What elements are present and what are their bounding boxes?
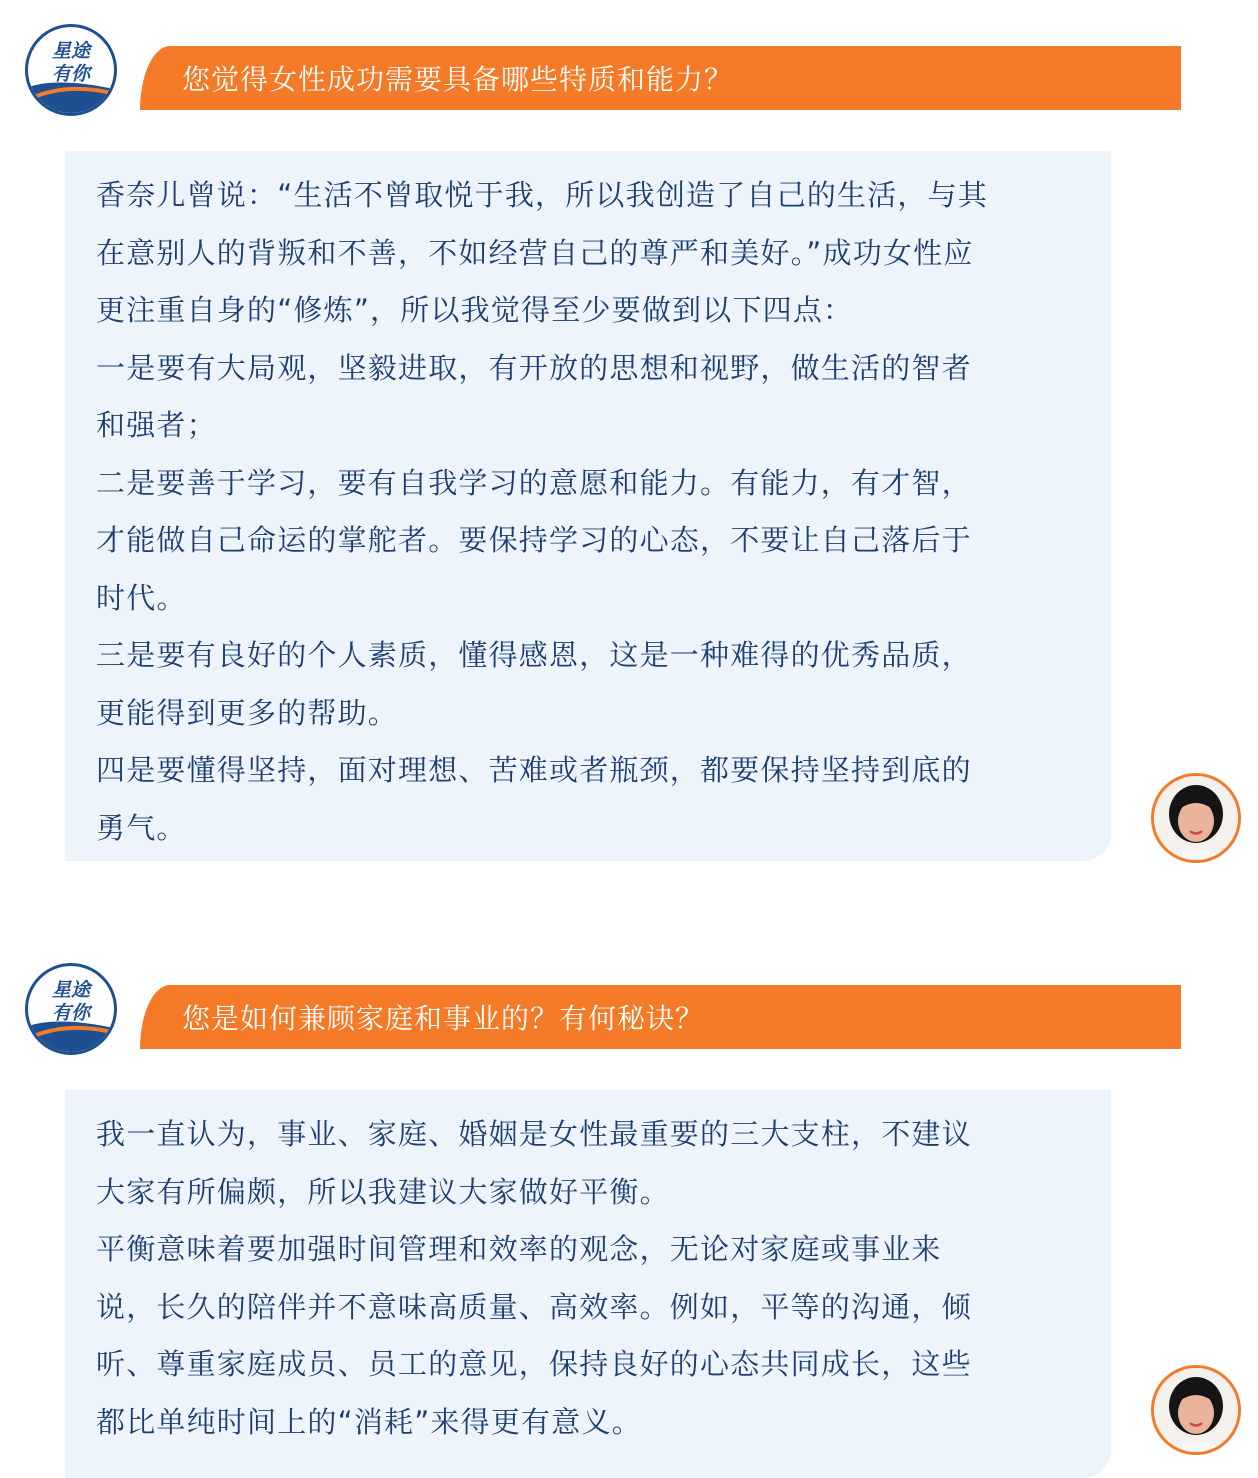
- answer-line: 和强者；: [96, 408, 217, 442]
- answer-line: 四是要懂得坚持，面对理想、苦难或者瓶颈，都要保持坚持到底的: [96, 753, 972, 787]
- answer-line: 三是要有良好的个人素质，懂得感恩，这是一种难得的优秀品质，: [96, 638, 972, 672]
- avatar-portrait: [1154, 1368, 1238, 1452]
- question-text: 您是如何兼顾家庭和事业的？有何秘诀？: [182, 1002, 705, 1035]
- interviewee-avatar: [1151, 1365, 1241, 1455]
- question-banner: [140, 46, 1181, 110]
- answer-line: 平衡意味着要加强时间管理和效率的观念，无论对家庭或事业来: [96, 1232, 942, 1266]
- question-text: 您觉得女性成功需要具备哪些特质和能力？: [182, 63, 734, 96]
- answer-line: 更注重自身的“修炼”，所以我觉得至少要做到以下四点：: [96, 293, 854, 327]
- interviewee-avatar: [1151, 773, 1241, 863]
- brand-logo: [25, 24, 117, 116]
- question-banner: [140, 985, 1181, 1049]
- brand-logo-graphic: [28, 966, 114, 1052]
- brand-logo: [25, 963, 117, 1055]
- logo-text-line2: 有你: [51, 63, 91, 85]
- logo-text-line1: 星途: [51, 979, 91, 1001]
- answer-line: 我一直认为，事业、家庭、婚姻是女性最重要的三大支柱，不建议: [96, 1117, 972, 1151]
- logo-text-line1: 星途: [51, 40, 91, 62]
- answer-box: [65, 151, 1111, 861]
- answer-line: 大家有所偏颇，所以我建议大家做好平衡。: [96, 1174, 670, 1209]
- answer-line: 更能得到更多的帮助。: [96, 695, 399, 730]
- answer-box: [65, 1090, 1111, 1478]
- answer-line: 才能做自己命运的掌舵者。要保持学习的心态，不要让自己落后于: [96, 523, 972, 557]
- answer-line: 听、尊重家庭成员、员工的意见，保持良好的心态共同成长，这些: [96, 1347, 972, 1381]
- answer-line: 在意别人的背叛和不善，不如经营自己的尊严和美好。”成功女性应: [96, 235, 974, 270]
- answer-line: 二是要善于学习，要有自我学习的意愿和能力。有能力，有才智，: [96, 465, 972, 500]
- avatar-portrait: [1154, 776, 1238, 860]
- answer-line: 说，长久的陪伴并不意味高质量、高效率。例如，平等的沟通，倾: [96, 1289, 972, 1324]
- answer-line: 都比单纯时间上的“消耗”来得更有意义。: [96, 1404, 642, 1439]
- logo-text-line2: 有你: [51, 1002, 91, 1024]
- answer-line: 一是要有大局观，坚毅进取，有开放的思想和视野，做生活的智者: [96, 350, 972, 385]
- brand-logo-graphic: [28, 27, 114, 113]
- answer-line: 勇气。: [96, 810, 187, 845]
- answer-line: 香奈儿曾说：“生活不曾取悦于我，所以我创造了自己的生活，与其: [96, 178, 989, 212]
- answer-line: 时代。: [96, 580, 187, 615]
